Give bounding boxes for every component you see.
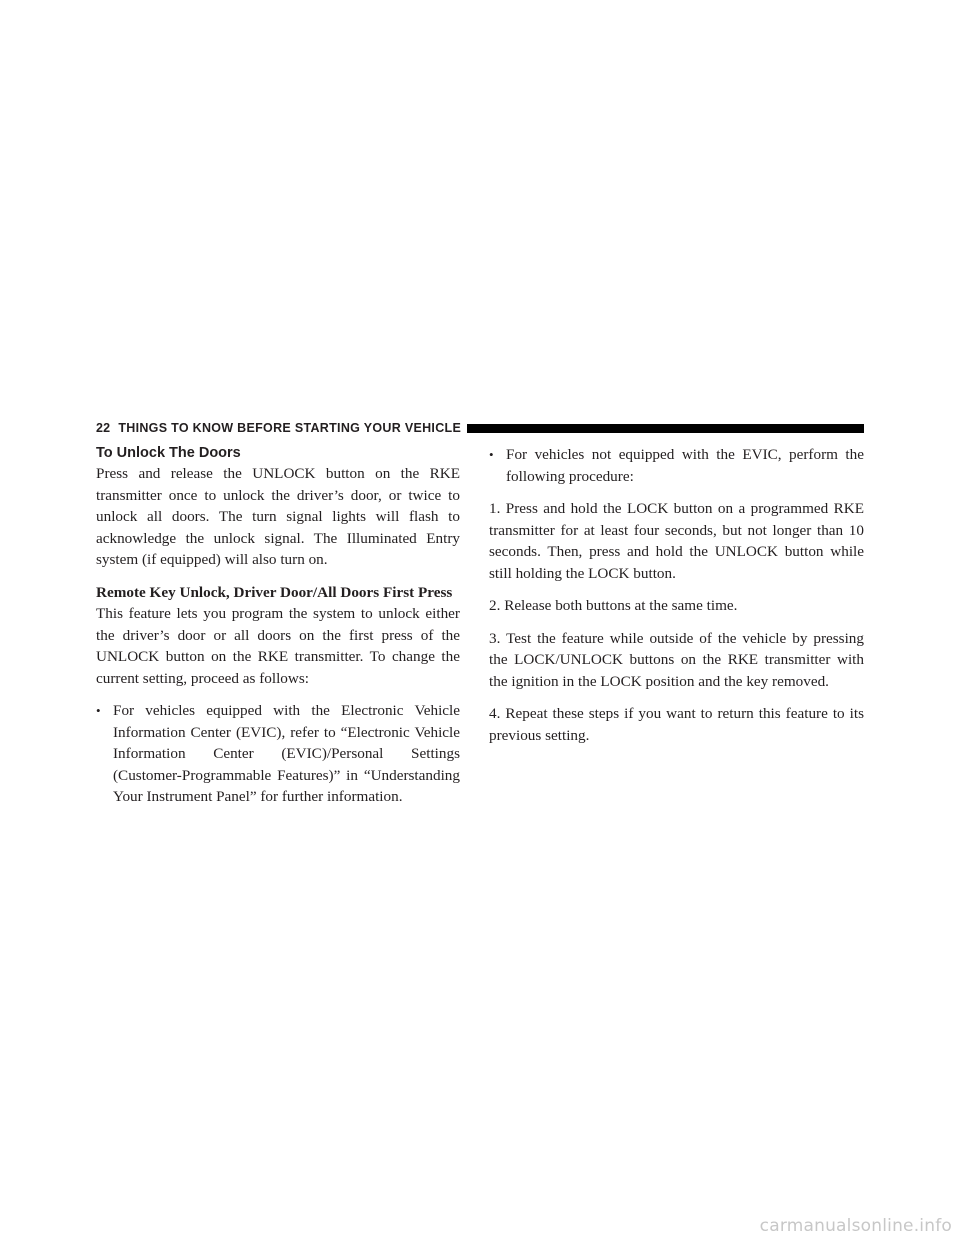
step-3: 3. Test the feature while outside of the vehicle by pressing the LOCK/UNLOCK buttons on the RKE transmitter with the ignition in the LOCK position and the key removed.: [489, 629, 864, 690]
bullet-evic-equipped-text: For vehicles equipped with the Electronic Vehicle Information Center (EVIC), refer to “Electronic Vehicle Information Center (EVIC)/Personal Settings (Customer-Programmable Features)” in “Understanding Your Instrument Panel” for further information.: [113, 702, 460, 805]
bullet-evic-not-equipped: [489, 444, 864, 487]
page-header: [96, 418, 864, 438]
bullet-icon: •: [489, 447, 494, 462]
bullet-evic-equipped: [96, 700, 460, 808]
left-column: [96, 444, 460, 819]
page-number: 22: [96, 421, 111, 435]
step-4: 4. Repeat these steps if you want to return this feature to its previous setting.: [489, 705, 864, 744]
watermark: carmanualsonline.info: [759, 1216, 952, 1236]
section-title: THINGS TO KNOW BEFORE STARTING YOUR VEHICLE: [118, 421, 462, 435]
bullet-icon: •: [96, 703, 101, 718]
step-2: 2. Release both buttons at the same time.: [489, 597, 738, 614]
bullet-evic-not-equipped-text: For vehicles not equipped with the EVIC, perform the following procedure:: [506, 446, 864, 485]
remote-key-unlock-heading: Remote Key Unlock, Driver Door/All Doors First Press: [96, 583, 453, 601]
step-1: 1. Press and hold the LOCK button on a programmed RKE transmitter for at least four seconds, but not longer than 10 seconds. Then, press and hold the UNLOCK button while still holding the LOCK button.: [489, 500, 864, 582]
unlock-doors-heading: To Unlock The Doors: [96, 445, 241, 461]
header-rule: [467, 424, 864, 433]
right-column: [489, 444, 864, 757]
unlock-doors-paragraph: Press and release the UNLOCK button on the RKE transmitter once to unlock the driver’s door, or twice to unlock all doors. The turn signal lights will flash to acknowledge the unlock signal. The Illuminated Entry system (if equipped) will also turn on.: [96, 465, 460, 568]
remote-key-unlock-paragraph: This feature lets you program the system to unlock either the driver’s door or all doors on the first press of the UNLOCK button on the RKE transmitter. To change the current setting, proceed as follows:: [96, 605, 460, 687]
